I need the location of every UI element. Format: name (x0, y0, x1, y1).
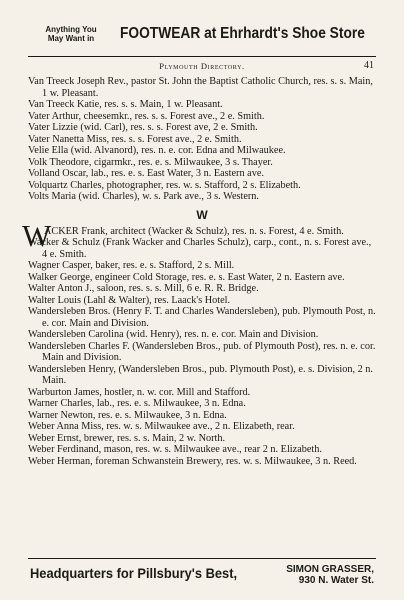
page-title: Plymouth Directory. (159, 61, 245, 71)
directory-entry: Volts Maria (wid. Charles), w. s. Park ave., 3 s. Western. (28, 191, 259, 202)
directory-entry: Van Treeck Joseph Rev., pastor St. John the Baptist Catholic Church, res. s. s. Main, 1 w. Pleasant. (28, 76, 373, 99)
bottom-ad-merchant (286, 564, 374, 586)
top-ad-small-line-1: Anything You (45, 25, 97, 34)
directory-entry: Weber Ferdinand, mason, res. w. s. Milwaukee ave., rear 2 n. Elizabeth. (28, 444, 322, 455)
directory-entry: Walter Louis (Lahl & Walter), res. Laack's Hotel. (28, 294, 231, 306)
directory-entry: Vater Nanetta Miss, res. s. s. Forest ave., 2 e. Smith. (28, 133, 242, 145)
directory-entry: Wandersleben Carolina (wid. Henry), res. n. e. cor. Main and Division. (28, 329, 319, 340)
directory-entry: Wandersleben Charles F. (Wandersleben Bros., pub. of Plymouth Post), res. n. e. cor. Main and Division. (28, 340, 376, 363)
directory-entry: Van Treeck Katie, res. s. s. Main, 1 w. Pleasant. (28, 99, 223, 110)
running-head (28, 59, 376, 75)
directory-entry: Warburton James, hostler, n. w. cor. Mill and Stafford. (28, 386, 251, 398)
drop-cap-letter: W (22, 217, 52, 253)
directory-entry: Vater Arthur, cheesemkr., res. s. s. Forest ave., 2 e. Smith. (28, 110, 265, 122)
section-letter-heading: W (196, 207, 208, 222)
directory-entry: Warner Charles, lab., res. e. s. Milwaukee, 3 n. Edna. (28, 398, 246, 409)
directory-entry: Wandersleben Henry, (Wandersleben Bros., pub. Plymouth Post), e. s. Division, 2 n. Main. (28, 363, 373, 386)
directory-entry: Vater Lizzie (wid. Carl), res. s. s. Forest ave, 2 e. Smith. (28, 122, 258, 133)
bottom-advertisement (28, 558, 376, 591)
directory-entry: Volk Theodore, cigarmkr., res. e. s. Milwaukee, 3 s. Thayer. (28, 156, 273, 168)
top-ad-small-text (32, 25, 110, 43)
top-rule (28, 56, 376, 57)
directory-page (22, 22, 376, 467)
directory-entry: Wandersleben Bros. (Henry F. T. and Charles Wandersleben), pub. Plymouth Post, n. e. cor. Main and Division. (28, 306, 376, 329)
directory-entries (22, 76, 376, 467)
directory-entry: Walker George, engineer Cold Storage, res. e. s. East Water, 2 n. Eastern ave. (28, 271, 345, 283)
bottom-ad-headline: Headquarters for Pillsbury's Best, (30, 565, 238, 581)
directory-entry: Volland Oscar, lab., res. e. s. East Water, 3 n. Eastern ave. (28, 168, 264, 179)
directory-entry: Velie Ella (wid. Alvanord), res. n. e. cor. Edna and Milwaukee. (28, 145, 286, 156)
directory-entry: Volquartz Charles, photographer, res. w. s. Stafford, 2 s. Elizabeth. (28, 179, 301, 191)
directory-entry: Wagner Casper, baker, res. e. s. Stafford, 2 s. Mill. (28, 260, 235, 271)
directory-entry: Weber Ernst, brewer, res. s. s. Main, 2 w. North. (28, 432, 226, 444)
page-number: 41 (364, 60, 374, 71)
directory-entry: Warner Newton, res. e. s. Milwaukee, 3 n. Edna. (28, 409, 227, 421)
top-advertisement (28, 22, 376, 56)
first-w-entry-text: ACKER Frank, architect (Wacker & Schulz), res. n. s. Forest, 4 e. Smith. (44, 225, 344, 237)
merchant-address: 930 N. Water St. (298, 575, 374, 586)
top-ad-headline: FOOTWEAR at Ehrhardt's Shoe Store (120, 25, 365, 42)
directory-entry: Walter Anton J., saloon, res. s. s. Mill, 6 e. R. R. Bridge. (28, 283, 259, 294)
directory-entry: Wacker & Schulz (Frank Wacker and Charles Schulz), carp., cont., n. s. Forest ave., 4 e. Smith. (28, 237, 372, 260)
directory-entry: Weber Herman, foreman Schwanstein Brewery, res. w. s. Milwaukee, 3 n. Reed. (28, 455, 357, 467)
top-ad-small-line-2: May Want in (47, 34, 95, 43)
directory-entry: Weber Anna Miss, res. w. s. Milwaukee ave., 2 n. Elizabeth, rear. (28, 421, 295, 432)
merchant-name: SIMON GRASSER, (286, 564, 374, 575)
